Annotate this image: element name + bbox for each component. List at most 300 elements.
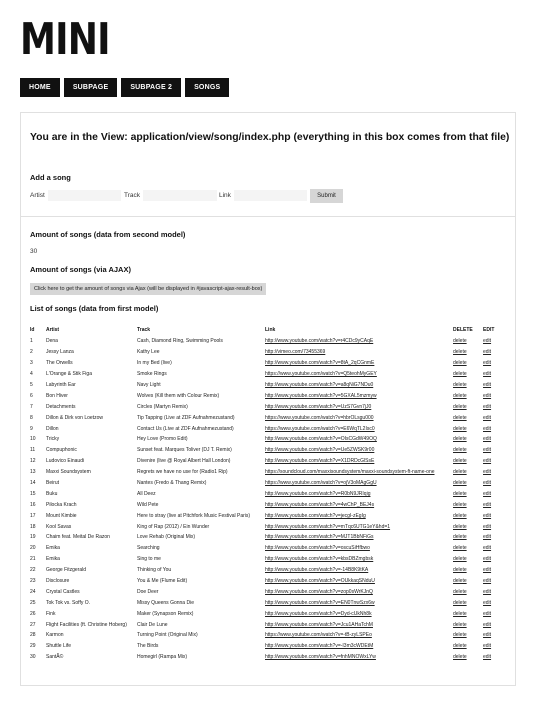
song-link-cell — [265, 532, 453, 543]
delete-link[interactable]: delete — [453, 392, 467, 399]
table-row — [30, 597, 502, 608]
song-artist-cell — [46, 532, 137, 543]
delete-link[interactable]: delete — [453, 567, 467, 574]
link-input[interactable] — [234, 190, 307, 201]
song-link[interactable]: http://www.youtube.com/watch?v=X1DRDcGlSsE — [265, 458, 375, 465]
delete-link[interactable]: delete — [453, 425, 467, 432]
delete-link[interactable]: delete — [453, 599, 467, 606]
song-artist-cell — [46, 478, 137, 489]
song-link[interactable]: http://www.youtube.com/watch?v=Dyd-cUkNh8k — [265, 610, 372, 617]
song-track: Cash, Diamond Ring, Swimming Pools — [137, 338, 223, 345]
song-link[interactable]: https://www.youtube.com/watch?v=ojV3oMAgGgU — [265, 480, 377, 487]
song-artist: Mount Kimbie — [46, 512, 77, 519]
song-track-cell — [137, 445, 265, 456]
song-id-cell — [30, 532, 46, 543]
edit-link[interactable]: edit — [483, 447, 492, 454]
song-track-cell — [137, 467, 265, 478]
song-link-cell — [265, 608, 453, 619]
edit-link[interactable]: edit — [483, 654, 492, 661]
song-track-cell — [137, 336, 265, 347]
edit-link[interactable]: edit — [483, 371, 492, 378]
song-artist-cell — [46, 608, 137, 619]
edit-link-cell — [483, 488, 502, 499]
edit-link-cell — [483, 619, 502, 630]
song-id-cell — [30, 478, 46, 489]
song-artist-cell — [46, 412, 137, 423]
song-link-cell — [265, 565, 453, 576]
delete-link[interactable]: delete — [453, 501, 467, 508]
delete-link[interactable]: delete — [453, 588, 467, 595]
song-link-cell — [265, 358, 453, 369]
edit-link[interactable]: edit — [483, 512, 492, 519]
song-link-cell — [265, 347, 453, 358]
song-link-cell — [265, 586, 453, 597]
table-row — [30, 543, 502, 554]
song-link[interactable]: http://www.youtube.com/watch?v=-14B8K9tKA — [265, 567, 369, 574]
edit-link[interactable]: edit — [483, 501, 492, 508]
artist-input[interactable] — [48, 190, 121, 201]
song-id: 23 — [30, 578, 36, 585]
edit-link[interactable]: edit — [483, 567, 492, 574]
song-link[interactable]: http://www.youtube.com/watch?v=EN0TnwSzx6w — [265, 599, 375, 606]
delete-link[interactable]: delete — [453, 371, 467, 378]
song-link-cell — [265, 423, 453, 434]
song-id-cell — [30, 456, 46, 467]
song-artist-cell — [46, 369, 137, 380]
edit-link[interactable]: edit — [483, 643, 492, 650]
song-artist: Dena — [46, 338, 58, 345]
song-link[interactable]: http://www.youtube.com/watch?v=OUkkaqSNduU — [265, 578, 375, 585]
song-id: 3 — [30, 360, 33, 367]
delete-link[interactable]: delete — [453, 654, 467, 661]
delete-link-cell — [453, 358, 483, 369]
song-id: 30 — [30, 654, 36, 661]
song-link-cell — [265, 456, 453, 467]
song-link-cell — [265, 510, 453, 521]
delete-link[interactable]: delete — [453, 403, 467, 410]
edit-link-cell — [483, 608, 502, 619]
edit-link[interactable]: edit — [483, 403, 492, 410]
song-artist: Dillon — [46, 425, 59, 432]
song-link-cell — [265, 401, 453, 412]
edit-link[interactable]: edit — [483, 632, 492, 639]
amount-ajax-heading: Amount of songs (via AJAX) — [30, 265, 131, 274]
song-id-cell — [30, 641, 46, 652]
delete-link-cell — [453, 467, 483, 478]
song-track: Turning Point (Original Mix) — [137, 632, 198, 639]
song-track-cell — [137, 619, 265, 630]
edit-link[interactable]: edit — [483, 610, 492, 617]
edit-link[interactable]: edit — [483, 338, 492, 345]
song-track: Circles (Martyn Remix) — [137, 403, 188, 410]
delete-link[interactable]: delete — [453, 643, 467, 650]
delete-link[interactable]: delete — [453, 436, 467, 443]
amount-model-value: 30 — [30, 248, 38, 255]
song-id: 2 — [30, 349, 33, 356]
edit-link-cell — [483, 521, 502, 532]
table-row — [30, 641, 502, 652]
song-link[interactable]: https://www.youtube.com/watch?v=Q5teohMyGEY — [265, 371, 377, 378]
song-id: 27 — [30, 621, 36, 628]
song-artist: Kool Savas — [46, 523, 72, 530]
song-id-cell — [30, 380, 46, 391]
song-id: 20 — [30, 545, 36, 552]
col-header-link: Link — [265, 327, 276, 333]
song-artist: Pilocka Krach — [46, 501, 77, 508]
delete-link-cell — [453, 456, 483, 467]
song-link[interactable]: https://soundcloud.com/maxxisoundsystem/maxxi-soundsystem-ft-name-one — [265, 469, 435, 476]
song-link-cell — [265, 619, 453, 630]
song-link[interactable]: http://www.youtube.com/watch?v=4wChP_BEJ4s — [265, 501, 375, 508]
delete-link[interactable]: delete — [453, 621, 467, 628]
song-link-cell — [265, 478, 453, 489]
song-track-cell — [137, 434, 265, 445]
edit-link-cell — [483, 597, 502, 608]
song-track-cell — [137, 478, 265, 489]
song-link-cell — [265, 336, 453, 347]
table-row — [30, 412, 502, 423]
song-artist-cell — [46, 510, 137, 521]
delete-link[interactable]: delete — [453, 490, 467, 497]
edit-link[interactable]: edit — [483, 599, 492, 606]
song-artist: SantÃ© — [46, 654, 64, 661]
delete-link[interactable]: delete — [453, 632, 467, 639]
table-row — [30, 456, 502, 467]
song-link[interactable]: http://www.youtube.com/watch?v=a8qNiG7NDu0 — [265, 382, 374, 388]
song-track-cell — [137, 412, 265, 423]
delete-link-cell — [453, 390, 483, 401]
song-id-cell — [30, 619, 46, 630]
add-song-form — [30, 189, 510, 203]
link-label: Link — [219, 192, 231, 199]
song-track: Hey Love (Promo Edit) — [137, 436, 188, 443]
song-track-cell — [137, 586, 265, 597]
song-artist: L'Orange & Stik Figa — [46, 371, 92, 378]
song-link[interactable]: http://www.youtube.com/watch?v=r4CDc9yCAqE — [265, 338, 374, 345]
song-link[interactable]: http://www.youtube.com/watch?v=UzS7Gvn7jJ0 — [265, 403, 372, 410]
song-track-cell — [137, 488, 265, 499]
song-id: 17 — [30, 512, 36, 519]
edit-link[interactable]: edit — [483, 578, 492, 585]
song-artist-cell — [46, 336, 137, 347]
edit-link[interactable]: edit — [483, 360, 492, 367]
edit-link-cell — [483, 478, 502, 489]
song-id-cell — [30, 565, 46, 576]
delete-link-cell — [453, 401, 483, 412]
song-link-cell — [265, 434, 453, 445]
delete-link[interactable]: delete — [453, 458, 467, 465]
edit-link[interactable]: edit — [483, 414, 492, 421]
song-list-heading: List of songs (data from first model) — [30, 304, 159, 313]
song-id: 16 — [30, 501, 36, 508]
table-row — [30, 630, 502, 641]
table-row — [30, 565, 502, 576]
delete-link[interactable]: delete — [453, 360, 467, 367]
song-track: Tip Tapping (Live at ZDF Aufnahmezustand) — [137, 414, 235, 421]
song-link[interactable]: http://www.youtube.com/watch?v=5GXAL5mzmyw — [265, 392, 377, 399]
song-id: 28 — [30, 632, 36, 639]
song-link[interactable]: http://www.youtube.com/watch?v=Ue5ZWSK9r00 — [265, 447, 375, 454]
song-artist-cell — [46, 467, 137, 478]
edit-link-cell — [483, 434, 502, 445]
delete-link-cell — [453, 597, 483, 608]
song-artist: Buku — [46, 490, 58, 497]
delete-link[interactable]: delete — [453, 414, 467, 421]
song-id: 10 — [30, 436, 36, 443]
song-id-cell — [30, 543, 46, 554]
song-id-cell — [30, 521, 46, 532]
edit-link[interactable]: edit — [483, 534, 492, 541]
song-artist-cell — [46, 641, 137, 652]
song-id: 18 — [30, 523, 36, 530]
song-id-cell — [30, 630, 46, 641]
song-artist: Maxxi Soundsystem — [46, 469, 91, 476]
table-header-row — [30, 324, 502, 336]
edit-link[interactable]: edit — [483, 490, 492, 497]
song-link-cell — [265, 445, 453, 456]
song-link[interactable]: http://www.youtube.com/watch?v=zop0sWrKJnQ — [265, 588, 373, 595]
song-track-cell — [137, 630, 265, 641]
edit-link[interactable]: edit — [483, 425, 492, 432]
song-track-cell — [137, 576, 265, 587]
song-link[interactable]: https://www.youtube.com/watch?v=-tB-zyLSPEo — [265, 632, 372, 639]
nav-subpage-2[interactable]: SUBPAGE 2 — [121, 78, 181, 97]
song-track: In my Bed (live) — [137, 360, 172, 367]
table-row — [30, 608, 502, 619]
delete-link[interactable]: delete — [453, 469, 467, 476]
song-artist: Flight Facilities (ft. Christine Hoberg) — [46, 621, 127, 628]
delete-link-cell — [453, 532, 483, 543]
delete-link-cell — [453, 576, 483, 587]
song-track: Navy Light — [137, 382, 161, 388]
add-song-heading: Add a song — [30, 173, 71, 182]
song-id-cell — [30, 336, 46, 347]
song-link[interactable]: http://www.youtube.com/watch?v=oscuSiHfbwo — [265, 545, 370, 552]
song-track: Homegirl (Rampa Mix) — [137, 654, 188, 661]
song-link[interactable]: http://www.youtube.com/watch?v=Jcu1AHaTchM — [265, 621, 373, 628]
song-track-cell — [137, 641, 265, 652]
submit-button[interactable]: Submit — [310, 189, 343, 203]
delete-link[interactable]: delete — [453, 545, 467, 552]
song-id: 11 — [30, 447, 36, 454]
edit-link[interactable]: edit — [483, 469, 492, 476]
song-id-cell — [30, 499, 46, 510]
delete-link[interactable]: delete — [453, 610, 467, 617]
song-id: 1 — [30, 338, 33, 345]
edit-link-cell — [483, 652, 502, 663]
song-link[interactable]: http://vimeo.com/73455369 — [265, 349, 326, 356]
song-id-cell — [30, 608, 46, 619]
delete-link-cell — [453, 423, 483, 434]
song-artist: Labyrinth Ear — [46, 382, 76, 388]
delete-link-cell — [453, 336, 483, 347]
main-nav — [20, 78, 229, 97]
edit-link-cell — [483, 543, 502, 554]
delete-link[interactable]: delete — [453, 480, 467, 487]
col-header-edit: EDIT — [483, 327, 495, 333]
song-link[interactable]: http://www.youtube.com/watch?v=8tA_2qCGnmE — [265, 360, 375, 367]
song-track-cell — [137, 390, 265, 401]
song-link[interactable]: http://www.youtube.com/watch?v=fnhMNOWxLYw — [265, 654, 376, 661]
edit-link[interactable]: edit — [483, 458, 492, 465]
nav-subpage[interactable]: SUBPAGE — [64, 78, 118, 97]
song-link-cell — [265, 652, 453, 663]
song-id-cell — [30, 488, 46, 499]
song-artist: Karmon — [46, 632, 64, 639]
delete-link[interactable]: delete — [453, 447, 467, 454]
delete-link-cell — [453, 565, 483, 576]
song-link[interactable]: http://www.youtube.com/watch?v=R0bN9JRIqig — [265, 490, 371, 497]
song-track-cell — [137, 423, 265, 434]
table-row — [30, 488, 502, 499]
song-link-cell — [265, 641, 453, 652]
song-track-cell — [137, 608, 265, 619]
song-artist: Chaim feat. Meital De Razon — [46, 534, 110, 541]
song-artist-cell — [46, 597, 137, 608]
song-track: Sing to me — [137, 556, 161, 563]
delete-link-cell — [453, 510, 483, 521]
view-title: You are in the View: application/view/song/index.php (everything in this box comes from that file) — [30, 132, 510, 143]
table-row — [30, 401, 502, 412]
song-track: Doe Deer — [137, 588, 159, 595]
song-artist: Beirut — [46, 480, 60, 487]
song-link[interactable]: http://www.youtube.com/watch?v=mTqc6UTG1eY&hd=1 — [265, 523, 391, 530]
delete-link[interactable]: delete — [453, 349, 467, 356]
edit-link-cell — [483, 336, 502, 347]
delete-link-cell — [453, 586, 483, 597]
edit-link-cell — [483, 390, 502, 401]
song-track: Clair De Lune — [137, 621, 168, 628]
table-row — [30, 510, 502, 521]
edit-link[interactable]: edit — [483, 349, 492, 356]
delete-link-cell — [453, 608, 483, 619]
song-id: 5 — [30, 382, 33, 388]
edit-link[interactable]: edit — [483, 523, 492, 530]
song-id-cell — [30, 347, 46, 358]
delete-link-cell — [453, 554, 483, 565]
song-artist-cell — [46, 423, 137, 434]
song-artist-cell — [46, 630, 137, 641]
delete-link-cell — [453, 478, 483, 489]
song-artist: Dillon & Dirk von Loetzow — [46, 414, 103, 421]
song-link[interactable]: http://www.youtube.com/watch?v=-I3m3cWDEtM — [265, 643, 374, 650]
song-artist-cell — [46, 619, 137, 630]
song-artist-cell — [46, 434, 137, 445]
song-id-cell — [30, 652, 46, 663]
table-row — [30, 586, 502, 597]
col-header-id: Id — [30, 327, 35, 333]
song-track-cell — [137, 543, 265, 554]
col-header-delete: DELETE — [453, 327, 473, 333]
song-id-cell — [30, 597, 46, 608]
table-row — [30, 445, 502, 456]
edit-link[interactable]: edit — [483, 480, 492, 487]
delete-link-cell — [453, 521, 483, 532]
song-artist-cell — [46, 358, 137, 369]
delete-link[interactable]: delete — [453, 534, 467, 541]
edit-link[interactable]: edit — [483, 436, 492, 443]
table-row — [30, 358, 502, 369]
edit-link[interactable]: edit — [483, 621, 492, 628]
delete-link-cell — [453, 412, 483, 423]
song-link-cell — [265, 390, 453, 401]
song-link[interactable]: https://www.youtube.com/watch?v=hbrOLsgu000 — [265, 414, 374, 421]
artist-label: Artist — [30, 192, 45, 199]
song-link[interactable]: https://www.youtube.com/watch?v=E6WqTL2Isc0 — [265, 425, 375, 432]
nav-home[interactable]: HOME — [20, 78, 60, 97]
song-id: 9 — [30, 425, 33, 432]
delete-link[interactable]: delete — [453, 512, 467, 519]
song-track: King of Rap (2012) / Ein Wunder — [137, 523, 210, 530]
edit-link[interactable]: edit — [483, 556, 492, 563]
song-link[interactable]: http://www.youtube.com/watch?v=jecgI-zEgIg — [265, 512, 366, 519]
table-row — [30, 380, 502, 391]
delete-link-cell — [453, 434, 483, 445]
track-input[interactable] — [143, 190, 217, 201]
delete-link-cell — [453, 380, 483, 391]
song-id-cell — [30, 445, 46, 456]
song-track-cell — [137, 380, 265, 391]
song-artist-cell — [46, 401, 137, 412]
table-row — [30, 347, 502, 358]
edit-link-cell — [483, 380, 502, 391]
song-artist-cell — [46, 445, 137, 456]
delete-link[interactable]: delete — [453, 382, 467, 388]
delete-link[interactable]: delete — [453, 578, 467, 585]
edit-link[interactable]: edit — [483, 392, 492, 399]
song-artist-cell — [46, 488, 137, 499]
song-artist: George Fitzgerald — [46, 567, 87, 574]
edit-link-cell — [483, 499, 502, 510]
edit-link[interactable]: edit — [483, 382, 492, 388]
song-link-cell — [265, 369, 453, 380]
edit-link[interactable]: edit — [483, 545, 492, 552]
nav-songs[interactable]: SONGS — [185, 78, 229, 97]
ajax-count-button[interactable]: Click here to get the amount of songs via Ajax (will be displayed in #javascript-ajax-result-box) — [30, 283, 266, 295]
song-track-cell — [137, 358, 265, 369]
table-row — [30, 554, 502, 565]
song-artist: Tok Tok vs. Soffy O. — [46, 599, 90, 606]
song-link[interactable]: http://www.youtube.com/watch?v=OIsCGdW49OQ — [265, 436, 377, 443]
song-track-cell — [137, 401, 265, 412]
song-link-cell — [265, 499, 453, 510]
song-track-cell — [137, 521, 265, 532]
edit-link[interactable]: edit — [483, 588, 492, 595]
delete-link[interactable]: delete — [453, 523, 467, 530]
delete-link-cell — [453, 630, 483, 641]
song-track-cell — [137, 347, 265, 358]
song-track-cell — [137, 456, 265, 467]
table-row — [30, 521, 502, 532]
song-link-cell — [265, 576, 453, 587]
song-link[interactable]: http://www.youtube.com/watch?v=kbsDBZmgbsk — [265, 556, 374, 563]
song-id-cell — [30, 358, 46, 369]
song-artist: Tricky — [46, 436, 60, 443]
song-artist-cell — [46, 576, 137, 587]
song-link[interactable]: http://www.youtube.com/watch?v=MJT1BbNFiGs — [265, 534, 374, 541]
delete-link-cell — [453, 488, 483, 499]
delete-link-cell — [453, 543, 483, 554]
song-link-cell — [265, 412, 453, 423]
song-track-cell — [137, 554, 265, 565]
song-id: 12 — [30, 458, 36, 465]
song-id-cell — [30, 423, 46, 434]
song-id: 21 — [30, 556, 36, 563]
song-artist-cell — [46, 499, 137, 510]
song-artist: Jessy Lanza — [46, 349, 74, 356]
delete-link[interactable]: delete — [453, 556, 467, 563]
delete-link[interactable]: delete — [453, 338, 467, 345]
